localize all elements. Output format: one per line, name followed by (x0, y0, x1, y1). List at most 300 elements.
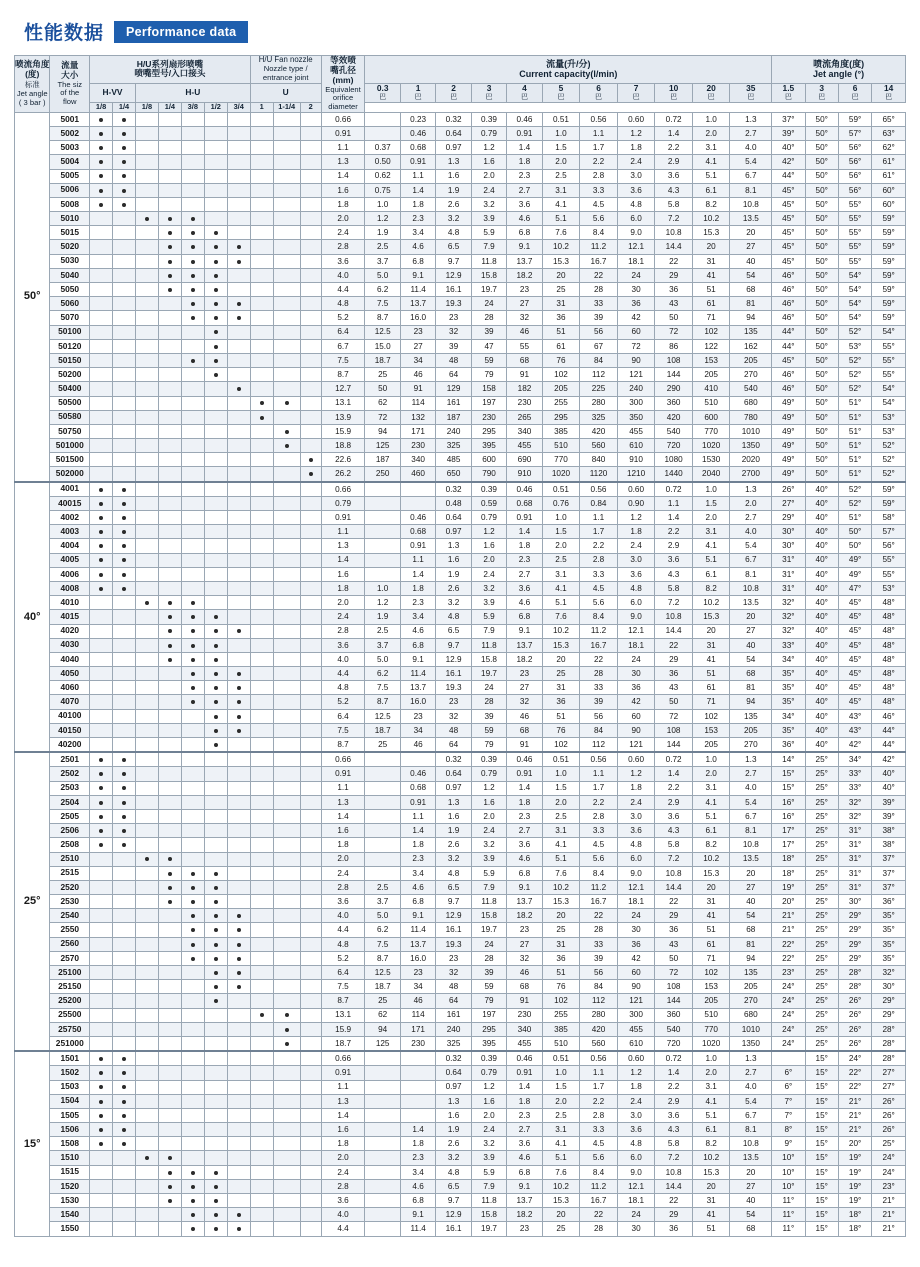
capacity-cell: 11.4 (400, 1222, 435, 1236)
connection-empty-cell (90, 596, 113, 610)
connection-empty-cell (250, 895, 273, 909)
capacity-cell: 2.2 (580, 155, 618, 169)
connection-empty-cell (181, 1051, 204, 1066)
model-cell: 1540 (50, 1208, 90, 1222)
capacity-cell: 11.8 (471, 254, 506, 268)
orifice-cell: 15.9 (321, 424, 365, 438)
connection-empty-cell (204, 1036, 227, 1051)
capacity-cell: 0.64 (436, 767, 471, 781)
connection-empty-cell (273, 795, 300, 809)
connection-dot-cell (204, 638, 227, 652)
orifice-cell: 2.4 (321, 1165, 365, 1179)
capacity-cell: 5.1 (542, 852, 580, 866)
capacity-cell: 81 (730, 297, 772, 311)
capacity-cell: 76 (542, 980, 580, 994)
connection-dot-cell (90, 824, 113, 838)
capacity-cell: 33 (580, 681, 618, 695)
table-row (15, 1036, 906, 1051)
connection-empty-cell (227, 1108, 250, 1122)
capacity-cell: 30 (617, 923, 655, 937)
orifice-cell: 4.0 (321, 652, 365, 666)
connection-empty-cell (90, 268, 113, 282)
dot-icon (309, 458, 313, 462)
capacity-cell: 51 (542, 325, 580, 339)
capacity-cell: 76 (542, 723, 580, 737)
connection-empty-cell (158, 980, 181, 994)
jet-angle-cell: 29° (872, 1008, 906, 1022)
connection-dot-cell (135, 212, 158, 226)
dot-icon (191, 245, 195, 249)
connection-empty-cell (158, 994, 181, 1008)
header-orifice: 等效喷 嘴孔径 (mm) Equivalent orifice diameter (321, 56, 365, 113)
connection-empty-cell (181, 467, 204, 482)
connection-dot-cell (204, 723, 227, 737)
orifice-cell: 5.2 (321, 311, 365, 325)
connection-dot-cell (300, 453, 321, 467)
jet-angle-cell: 15° (805, 1051, 838, 1066)
connection-empty-cell (113, 610, 136, 624)
connection-empty-cell (273, 311, 300, 325)
capacity-cell: 5.6 (580, 212, 618, 226)
capacity-cell: 3.2 (436, 212, 471, 226)
jet-angle-cell: 19° (772, 880, 805, 894)
table-row (15, 539, 906, 553)
connection-empty-cell (250, 382, 273, 396)
model-cell: 5040 (50, 268, 90, 282)
table-row (15, 511, 906, 525)
connection-empty-cell (204, 467, 227, 482)
connection-empty-cell (273, 453, 300, 467)
capacity-cell: 0.39 (471, 1051, 506, 1066)
capacity-cell: 67 (580, 339, 618, 353)
capacity-cell: 2.3 (507, 169, 542, 183)
capacity-cell: 340 (507, 1022, 542, 1036)
connection-empty-cell (273, 197, 300, 211)
capacity-cell: 31 (692, 638, 730, 652)
capacity-cell: 1530 (692, 453, 730, 467)
model-cell: 5001 (50, 112, 90, 126)
connection-empty-cell (250, 368, 273, 382)
jet-angle-cell: 43° (838, 709, 871, 723)
jet-angle-cell: 8° (772, 1123, 805, 1137)
jet-angle-cell: 18° (772, 852, 805, 866)
capacity-cell: 1.4 (507, 141, 542, 155)
model-cell: 5002 (50, 126, 90, 140)
connection-dot-cell (204, 866, 227, 880)
connection-dot-cell (300, 467, 321, 482)
capacity-cell: 5.8 (655, 197, 693, 211)
connection-dot-cell (227, 254, 250, 268)
capacity-cell: 91 (507, 738, 542, 753)
jet-angle-cell: 31° (772, 553, 805, 567)
connection-empty-cell (204, 809, 227, 823)
capacity-cell: 23 (507, 923, 542, 937)
connection-empty-cell (135, 254, 158, 268)
dot-icon (214, 999, 218, 1003)
capacity-cell: 0.46 (400, 511, 435, 525)
dot-icon (237, 629, 241, 633)
capacity-cell: 3.6 (507, 197, 542, 211)
connection-empty-cell (273, 1194, 300, 1208)
capacity-cell: 0.76 (542, 496, 580, 510)
capacity-cell: 0.60 (617, 482, 655, 497)
connection-empty-cell (204, 482, 227, 497)
dot-icon (122, 530, 126, 534)
capacity-cell: 1.0 (692, 482, 730, 497)
connection-dot-cell (113, 482, 136, 497)
capacity-cell: 27 (730, 1179, 772, 1193)
connection-empty-cell (273, 553, 300, 567)
connection-empty-cell (250, 311, 273, 325)
capacity-cell: 230 (471, 410, 506, 424)
connection-empty-cell (158, 183, 181, 197)
connection-empty-cell (113, 994, 136, 1008)
capacity-cell: 64 (436, 368, 471, 382)
capacity-cell: 15.0 (365, 339, 400, 353)
connection-empty-cell (273, 866, 300, 880)
capacity-cell: 2.0 (692, 126, 730, 140)
capacity-cell: 1.9 (436, 183, 471, 197)
capacity-cell: 205 (692, 738, 730, 753)
connection-empty-cell (250, 197, 273, 211)
connection-dot-cell (158, 596, 181, 610)
connection-empty-cell (90, 339, 113, 353)
capacity-cell: 2.2 (655, 525, 693, 539)
jet-angle-cell: 25° (805, 937, 838, 951)
connection-empty-cell (204, 1051, 227, 1066)
capacity-cell: 15.3 (692, 226, 730, 240)
capacity-cell: 61 (692, 681, 730, 695)
table-row (15, 1022, 906, 1036)
capacity-cell (365, 752, 400, 767)
jet-angle-cell: 55° (872, 353, 906, 367)
capacity-cell: 8.4 (580, 866, 618, 880)
connection-dot-cell (227, 240, 250, 254)
jet-angle-cell: 25° (805, 809, 838, 823)
connection-empty-cell (273, 738, 300, 753)
capacity-cell: 0.56 (580, 482, 618, 497)
connection-empty-cell (273, 155, 300, 169)
connection-empty-cell (181, 1036, 204, 1051)
jet-angle-cell: 22° (838, 1066, 871, 1080)
connection-dot-cell (90, 197, 113, 211)
jet-angle-cell: 55° (872, 553, 906, 567)
capacity-cell: 0.51 (542, 482, 580, 497)
dot-icon (237, 686, 241, 690)
table-row (15, 795, 906, 809)
capacity-cell: 9.1 (400, 909, 435, 923)
capacity-cell (365, 767, 400, 781)
jet-angle-cell: 24° (772, 1022, 805, 1036)
connection-empty-cell (273, 567, 300, 581)
connection-empty-cell (273, 240, 300, 254)
dot-icon (122, 1085, 126, 1089)
model-cell: 50400 (50, 382, 90, 396)
capacity-cell (400, 1094, 435, 1108)
capacity-cell: 13.5 (730, 852, 772, 866)
capacity-cell: 39 (471, 325, 506, 339)
header-thread-1: 1/4 (113, 103, 136, 113)
capacity-cell: 5.6 (580, 596, 618, 610)
connection-empty-cell (181, 966, 204, 980)
connection-empty-cell (227, 809, 250, 823)
connection-empty-cell (204, 439, 227, 453)
connection-empty-cell (250, 1194, 273, 1208)
orifice-cell: 0.66 (321, 752, 365, 767)
jet-angle-cell: 48° (872, 652, 906, 666)
capacity-cell: 153 (692, 353, 730, 367)
capacity-cell: 6.0 (617, 212, 655, 226)
capacity-cell: 9.1 (400, 268, 435, 282)
jet-angle-cell: 50° (805, 226, 838, 240)
connection-empty-cell (300, 1194, 321, 1208)
capacity-cell: 13.5 (730, 596, 772, 610)
connection-empty-cell (300, 667, 321, 681)
performance-table-wrap (0, 55, 920, 1251)
connection-dot-cell (113, 141, 136, 155)
jet-angle-cell: 35° (872, 909, 906, 923)
connection-empty-cell (273, 382, 300, 396)
capacity-cell: 10.2 (692, 1151, 730, 1165)
jet-angle-cell: 15° (805, 1151, 838, 1165)
connection-empty-cell (90, 852, 113, 866)
dot-icon (168, 644, 172, 648)
connection-empty-cell (250, 624, 273, 638)
capacity-cell: 4.8 (617, 197, 655, 211)
jet-angle-cell: 17° (772, 838, 805, 852)
capacity-cell: 2.7 (507, 567, 542, 581)
connection-empty-cell (300, 197, 321, 211)
capacity-cell: 102 (542, 368, 580, 382)
connection-empty-cell (227, 467, 250, 482)
capacity-cell: 15.3 (542, 895, 580, 909)
capacity-cell: 7.5 (365, 681, 400, 695)
connection-dot-cell (204, 994, 227, 1008)
capacity-cell: 7.6 (542, 866, 580, 880)
orifice-cell: 1.8 (321, 197, 365, 211)
connection-empty-cell (135, 880, 158, 894)
connection-empty-cell (181, 567, 204, 581)
dot-icon (191, 1185, 195, 1189)
header-hu-series: H/U系列扇形喷嘴 喷嘴型号/入口接头 (90, 56, 251, 84)
connection-empty-cell (300, 496, 321, 510)
connection-empty-cell (181, 1108, 204, 1122)
connection-dot-cell (204, 368, 227, 382)
connection-empty-cell (90, 240, 113, 254)
dot-icon (214, 957, 218, 961)
capacity-cell: 18.1 (617, 254, 655, 268)
connection-dot-cell (181, 880, 204, 894)
connection-empty-cell (204, 382, 227, 396)
capacity-cell: 1.2 (617, 511, 655, 525)
dot-icon (214, 288, 218, 292)
connection-dot-cell (181, 681, 204, 695)
capacity-cell: 0.32 (436, 752, 471, 767)
connection-empty-cell (227, 1080, 250, 1094)
jet-angle-cell: 28° (838, 980, 871, 994)
connection-empty-cell (250, 709, 273, 723)
table-row (15, 1051, 906, 1066)
connection-empty-cell (135, 667, 158, 681)
connection-dot-cell (227, 709, 250, 723)
capacity-cell: 22 (580, 652, 618, 666)
connection-empty-cell (158, 1022, 181, 1036)
table-head (15, 56, 906, 113)
capacity-cell: 3.1 (692, 781, 730, 795)
capacity-cell: 0.72 (655, 752, 693, 767)
capacity-cell: 27 (730, 880, 772, 894)
model-cell: 50120 (50, 339, 90, 353)
dot-icon (191, 1199, 195, 1203)
orifice-cell: 1.6 (321, 824, 365, 838)
jet-angle-cell: 59° (872, 496, 906, 510)
jet-angle-cell: 11° (772, 1222, 805, 1236)
dot-icon (122, 587, 126, 591)
capacity-cell: 46 (400, 738, 435, 753)
capacity-cell: 18.2 (507, 909, 542, 923)
jet-angle-cell: 38° (872, 824, 906, 838)
capacity-cell: 205 (692, 368, 730, 382)
jet-angle-cell: 43° (838, 723, 871, 737)
connection-empty-cell (113, 353, 136, 367)
jet-angle-cell: 15° (805, 1066, 838, 1080)
jet-angle-cell: 16° (772, 809, 805, 823)
orifice-cell: 13.9 (321, 410, 365, 424)
capacity-cell: 4.8 (436, 866, 471, 880)
capacity-cell: 1.6 (436, 553, 471, 567)
connection-empty-cell (273, 824, 300, 838)
capacity-cell: 9.0 (617, 610, 655, 624)
connection-dot-cell (204, 681, 227, 695)
capacity-cell: 1.3 (730, 1051, 772, 1066)
connection-empty-cell (273, 1080, 300, 1094)
capacity-cell: 12.1 (617, 624, 655, 638)
connection-empty-cell (181, 511, 204, 525)
capacity-cell: 11.4 (400, 283, 435, 297)
capacity-cell: 0.37 (365, 141, 400, 155)
capacity-cell: 840 (580, 453, 618, 467)
connection-empty-cell (250, 781, 273, 795)
capacity-cell: 29 (655, 268, 693, 282)
jet-angle-cell: 15° (772, 781, 805, 795)
dot-icon (237, 316, 241, 320)
dot-icon (168, 1199, 172, 1203)
connection-empty-cell (113, 709, 136, 723)
jet-angle-cell: 39° (872, 809, 906, 823)
capacity-cell: 28 (580, 1222, 618, 1236)
capacity-cell: 455 (507, 1036, 542, 1051)
connection-dot-cell (227, 382, 250, 396)
connection-empty-cell (181, 339, 204, 353)
connection-empty-cell (300, 226, 321, 240)
table-row (15, 283, 906, 297)
connection-empty-cell (300, 311, 321, 325)
connection-empty-cell (158, 1208, 181, 1222)
model-cell: 4001 (50, 482, 90, 497)
capacity-cell: 3.0 (617, 809, 655, 823)
connection-empty-cell (227, 596, 250, 610)
jet-angle-cell: 27° (872, 1066, 906, 1080)
capacity-cell: 1350 (730, 1036, 772, 1051)
capacity-cell: 2.2 (580, 795, 618, 809)
connection-dot-cell (181, 951, 204, 965)
jet-angle-cell: 40° (805, 695, 838, 709)
jet-angle-cell: 61° (872, 169, 906, 183)
connection-empty-cell (204, 169, 227, 183)
capacity-cell: 3.6 (617, 824, 655, 838)
model-cell: 25100 (50, 966, 90, 980)
connection-empty-cell (250, 482, 273, 497)
capacity-cell: 12.5 (365, 325, 400, 339)
capacity-cell: 84 (580, 353, 618, 367)
capacity-cell: 23 (400, 325, 435, 339)
capacity-cell: 2.7 (507, 824, 542, 838)
connection-empty-cell (135, 1094, 158, 1108)
capacity-cell: 43 (655, 681, 693, 695)
capacity-cell: 2.0 (471, 169, 506, 183)
connection-empty-cell (273, 610, 300, 624)
jet-angle-cell: 57° (872, 525, 906, 539)
dot-icon (214, 872, 218, 876)
capacity-cell: 2.6 (436, 581, 471, 595)
capacity-cell: 6.5 (436, 1179, 471, 1193)
orifice-cell: 4.0 (321, 268, 365, 282)
capacity-cell: 2.8 (580, 169, 618, 183)
capacity-cell: 1.0 (542, 1066, 580, 1080)
capacity-cell: 2.3 (400, 596, 435, 610)
dot-icon (214, 245, 218, 249)
connection-empty-cell (158, 311, 181, 325)
jet-angle-cell: 50° (805, 169, 838, 183)
capacity-cell: 43 (655, 937, 693, 951)
dot-icon (191, 914, 195, 918)
capacity-cell: 790 (471, 467, 506, 482)
capacity-cell: 46 (400, 994, 435, 1008)
jet-angle-cell: 45° (772, 226, 805, 240)
connection-dot-cell (227, 667, 250, 681)
capacity-cell: 42 (617, 951, 655, 965)
connection-empty-cell (227, 795, 250, 809)
capacity-cell: 11.2 (580, 624, 618, 638)
capacity-cell: 0.97 (436, 141, 471, 155)
connection-empty-cell (204, 197, 227, 211)
dot-icon (99, 829, 103, 833)
connection-dot-cell (227, 681, 250, 695)
dot-icon (122, 516, 126, 520)
jet-angle-cell: 45° (838, 638, 871, 652)
capacity-cell: 61 (692, 297, 730, 311)
capacity-cell: 36 (655, 923, 693, 937)
capacity-cell: 11.4 (400, 923, 435, 937)
connection-empty-cell (273, 410, 300, 424)
capacity-cell: 90 (617, 980, 655, 994)
capacity-cell: 41 (692, 268, 730, 282)
connection-empty-cell (181, 453, 204, 467)
connection-empty-cell (300, 994, 321, 1008)
connection-empty-cell (113, 624, 136, 638)
capacity-cell: 59 (471, 980, 506, 994)
orifice-cell: 3.6 (321, 895, 365, 909)
connection-dot-cell (181, 297, 204, 311)
connection-empty-cell (273, 212, 300, 226)
capacity-cell: 0.68 (400, 781, 435, 795)
table-row (15, 752, 906, 767)
connection-dot-cell (90, 1080, 113, 1094)
connection-empty-cell (90, 311, 113, 325)
model-cell: 25500 (50, 1008, 90, 1022)
capacity-cell: 1.0 (542, 767, 580, 781)
connection-empty-cell (90, 937, 113, 951)
